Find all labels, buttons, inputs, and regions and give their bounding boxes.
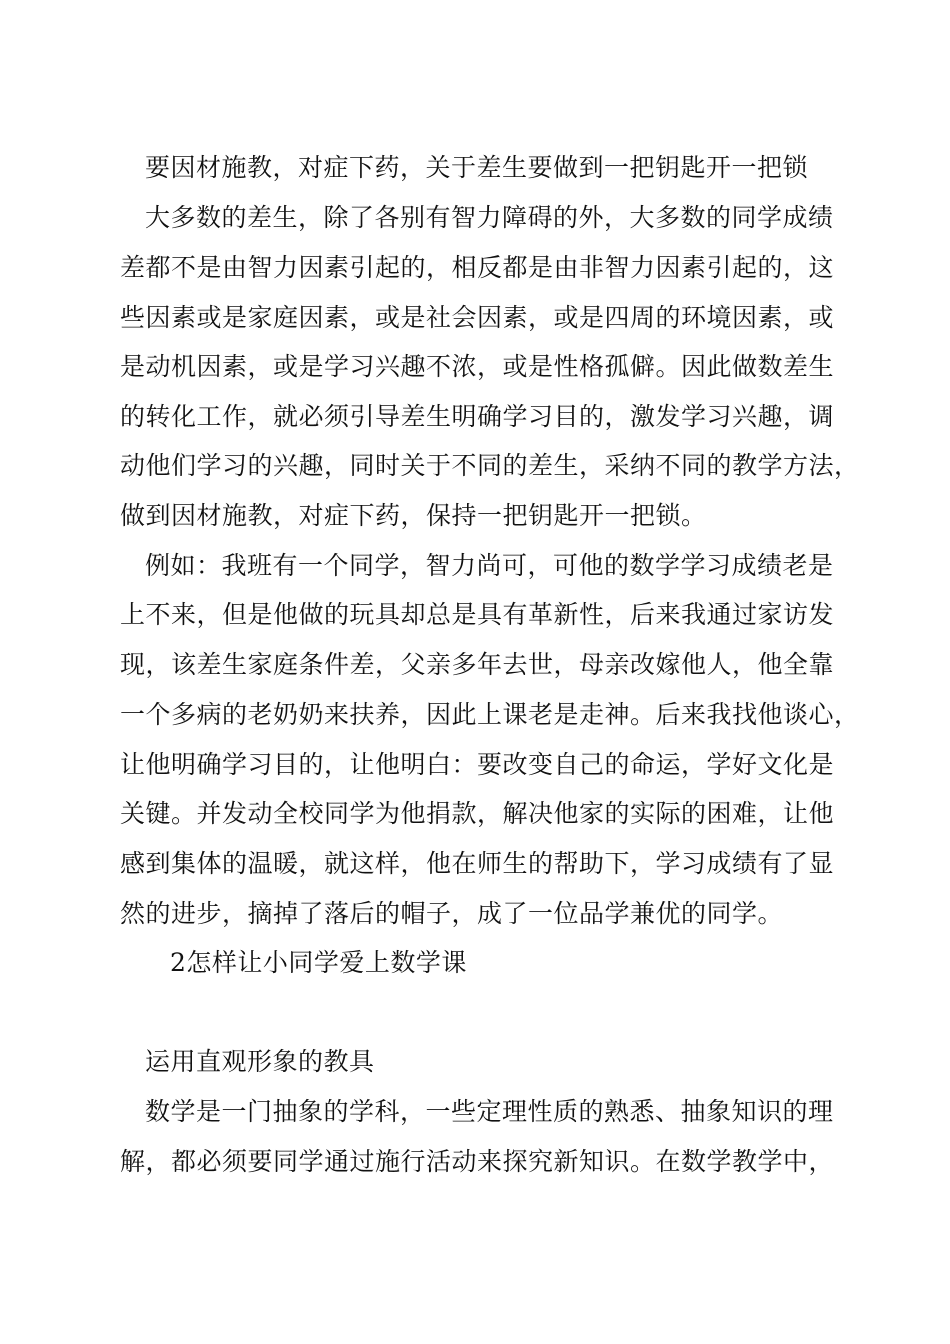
text-line: 感到集体的温暖，就这样，他在师生的帮助下，学习成绩有了显	[120, 849, 835, 878]
text-line: 是动机因素，或是学习兴趣不浓，或是性格孤僻。因此做数差生	[120, 352, 835, 381]
text-line: 要因材施教，对症下药，关于差生要做到一把钥匙开一把锁	[145, 153, 809, 182]
text-line: 例如：我班有一个同学，智力尚可，可他的数学学习成绩老是	[145, 551, 834, 580]
text-line: 然的进步，摘掉了落后的帽子，成了一位品学兼优的同学。	[120, 899, 784, 928]
text-line: 动他们学习的兴趣，同时关于不同的差生，采纳不同的教学方法，	[120, 451, 860, 480]
section-heading: 2怎样让小同学爱上数学课	[170, 948, 467, 977]
text-line: 让他明确学习目的，让他明白：要改变自己的命运，学好文化是	[120, 750, 835, 779]
text-line: 差都不是由智力因素引起的，相反都是由非智力因素引起的，这	[120, 253, 835, 282]
text-line: 大多数的差生，除了各别有智力障碍的外，大多数的同学成绩	[145, 203, 834, 232]
subsection-heading: 运用直观形象的教具	[145, 1047, 375, 1076]
text-line: 解，都必须要同学通过施行活动来探究新知识。在数学教学中，	[120, 1147, 835, 1176]
text-line: 的转化工作，就必须引导差生明确学习目的，激发学习兴趣，调	[120, 402, 835, 431]
text-line: 关键。并发动全校同学为他捐款，解决他家的实际的困难，让他	[120, 799, 835, 828]
text-line: 一个多病的老奶奶来扶养，因此上课老是走神。后来我找他谈心，	[120, 700, 860, 729]
text-line: 些因素或是家庭因素，或是社会因素，或是四周的环境因素，或	[120, 303, 835, 332]
text-line: 上不来，但是他做的玩具却总是具有革新性，后来我通过家访发	[120, 600, 835, 629]
text-line: 做到因材施教，对症下药，保持一把钥匙开一把锁。	[120, 501, 707, 530]
text-line: 现，该差生家庭条件差，父亲多年去世，母亲改嫁他人，他全靠	[120, 650, 835, 679]
text-line: 数学是一门抽象的学科，一些定理性质的熟悉、抽象知识的理	[145, 1097, 834, 1126]
